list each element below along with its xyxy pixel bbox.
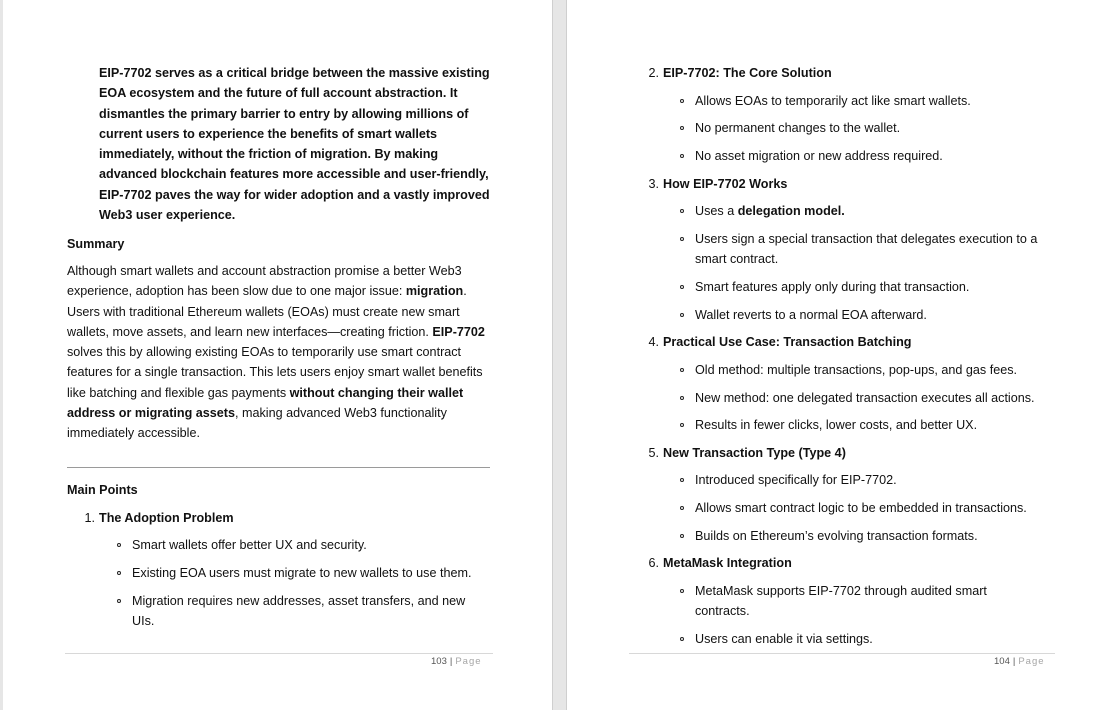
- list-item: Existing EOA users must migrate to new wallets to use them.: [132, 563, 492, 583]
- bullet-icon: [680, 126, 684, 130]
- bullet-icon: [680, 423, 684, 427]
- horizontal-rule: [67, 467, 490, 468]
- bullet-icon: [117, 599, 121, 603]
- list-item: Builds on Ethereum’s evolving transaction formats.: [695, 526, 1065, 546]
- list-item: Uses a delegation model.: [695, 201, 1065, 221]
- list-item: Results in fewer clicks, lower costs, and better UX.: [695, 415, 1065, 435]
- numbered-item-4: 4. Practical Use Case: Transaction Batching: [648, 335, 912, 349]
- page-number-footer: 103 | Page: [431, 656, 482, 667]
- numbered-item-1: 1. The Adoption Problem: [84, 511, 234, 525]
- bullet-icon: [680, 99, 684, 103]
- numbered-item-6: 6. MetaMask Integration: [648, 556, 792, 570]
- list-item: No permanent changes to the wallet.: [695, 118, 1065, 138]
- summary-paragraph: Although smart wallets and account abstraction promise a better Web3 experience, adoption has been slow due to one major issue: migration. Users with traditional Ethereum wallets (EOAs) must create new smart wallets, move assets, and learn new interfaces—creating friction. EIP-7702 solves this by allowing existing EOAs to temporarily use smart contract features for a single transaction. This lets users enjoy smart wallet benefits like batching and flexible gas payments without changing their wallet address or migrating assets, making advanced Web3 functionality immediately accessible.: [67, 264, 485, 441]
- footer-rule: [65, 653, 493, 654]
- bullet-icon: [680, 313, 684, 317]
- page-104: [567, 0, 1117, 710]
- bullet-icon: [680, 534, 684, 538]
- list-item: Smart wallets offer better UX and security.: [132, 535, 492, 555]
- bullet-icon: [117, 543, 121, 547]
- list-item: Allows EOAs to temporarily act like smart wallets.: [695, 91, 1065, 111]
- bullet-icon: [680, 154, 684, 158]
- list-item: Smart features apply only during that transaction.: [695, 277, 1065, 297]
- bullet-icon: [680, 637, 684, 641]
- list-item: No asset migration or new address required.: [695, 146, 1065, 166]
- bullet-icon: [680, 368, 684, 372]
- list-item: MetaMask supports EIP-7702 through audited smart contracts.: [695, 581, 1015, 621]
- main-points-heading: Main Points: [67, 483, 138, 497]
- bullet-icon: [680, 209, 684, 213]
- bullet-icon: [680, 478, 684, 482]
- bullet-icon: [680, 285, 684, 289]
- bullet-icon: [680, 237, 684, 241]
- footer-rule: [629, 653, 1055, 654]
- list-item: Migration requires new addresses, asset transfers, and new UIs.: [132, 591, 484, 631]
- bullet-icon: [117, 571, 121, 575]
- list-item: Allows smart contract logic to be embedded in transactions.: [695, 498, 1065, 518]
- page-103: [3, 0, 552, 710]
- bullet-icon: [680, 506, 684, 510]
- numbered-item-3: 3. How EIP-7702 Works: [648, 177, 788, 191]
- bullet-icon: [680, 589, 684, 593]
- list-item: Users can enable it via settings.: [695, 629, 1065, 649]
- quote-paragraph: EIP-7702 serves as a critical bridge between the massive existing EOA ecosystem and the future of full account abstraction. It dismantles the primary barrier to entry by allowing millions of current users to experience the benefits of smart wallets immediately, without the friction of migration. By making advanced blockchain features more accessible and user-friendly, EIP-7702 paves the way for wider adoption and a vastly improved Web3 user experience.: [99, 66, 490, 223]
- list-item: Old method: multiple transactions, pop-ups, and gas fees.: [695, 360, 1065, 380]
- page-gap: [552, 0, 567, 710]
- list-item: Introduced specifically for EIP-7702.: [695, 470, 1065, 490]
- list-item: Users sign a special transaction that delegates execution to a smart contract.: [695, 229, 1057, 269]
- summary-heading: Summary: [67, 237, 125, 251]
- numbered-item-2: 2. EIP-7702: The Core Solution: [648, 66, 832, 80]
- bullet-icon: [680, 396, 684, 400]
- page-number-footer: 104 | Page: [994, 656, 1045, 667]
- list-item: Wallet reverts to a normal EOA afterward.: [695, 305, 1065, 325]
- list-item: New method: one delegated transaction executes all actions.: [695, 388, 1065, 408]
- numbered-item-5: 5. New Transaction Type (Type 4): [648, 446, 846, 460]
